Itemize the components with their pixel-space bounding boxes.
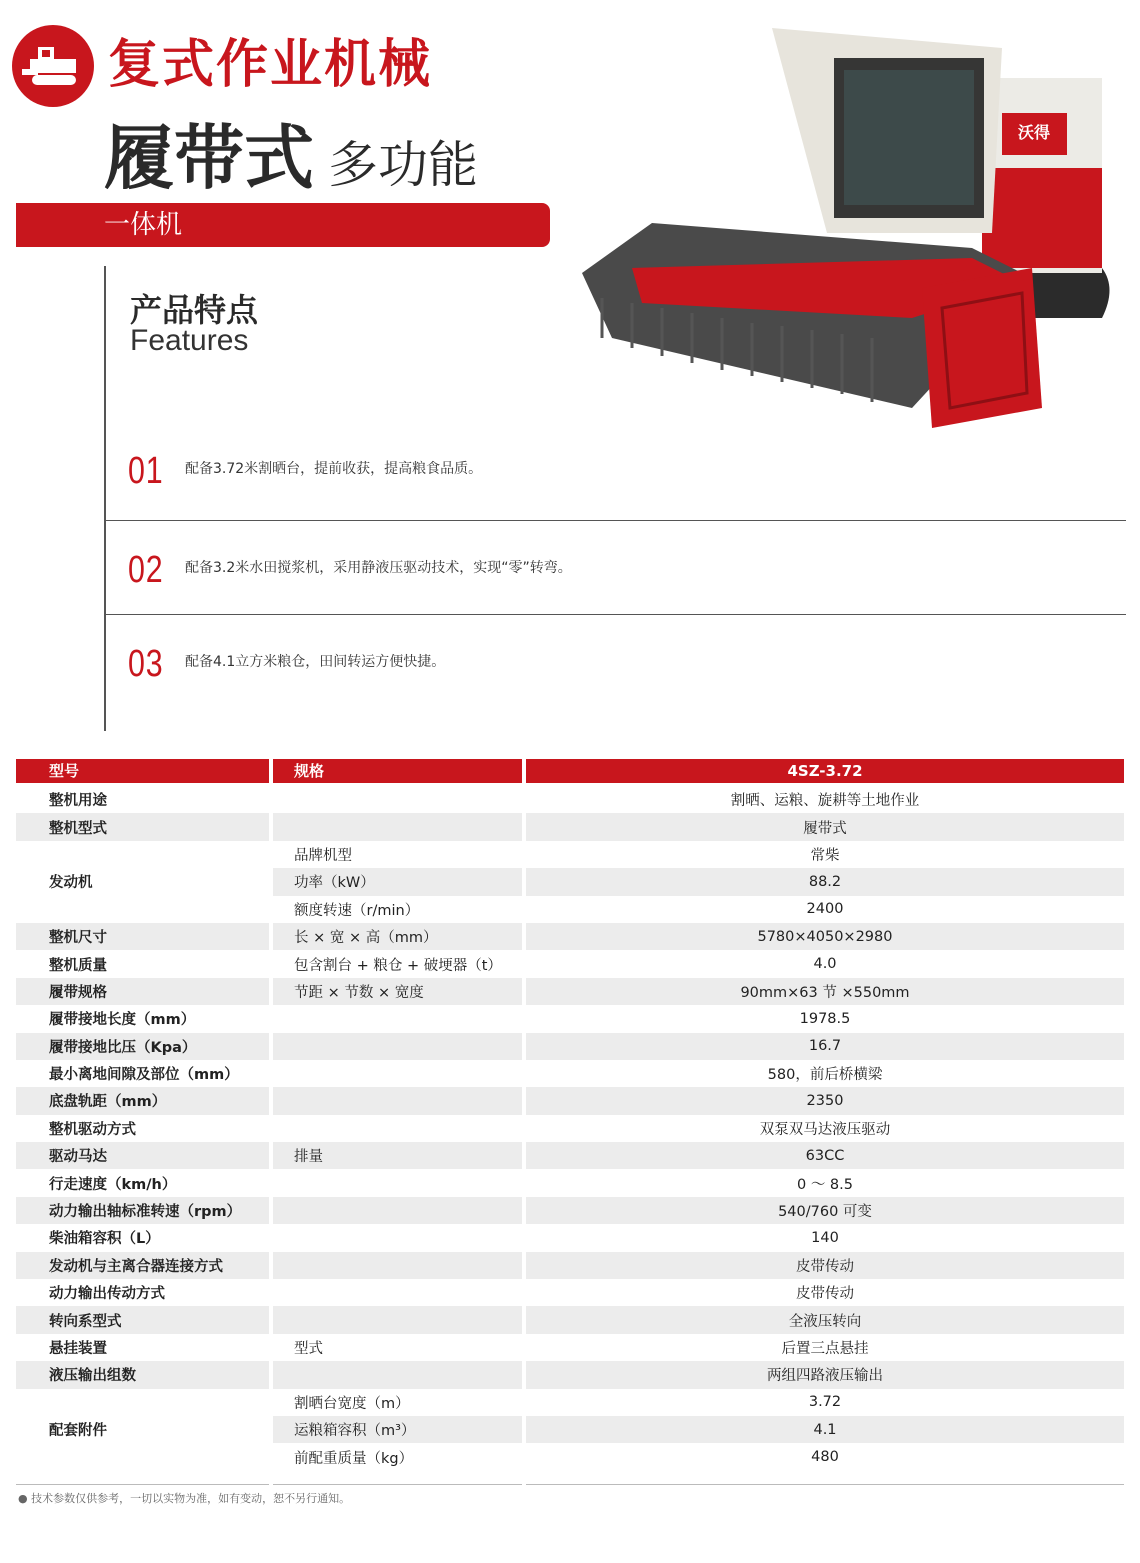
row-label: 整机质量 <box>49 957 107 974</box>
header-spec: 规格 <box>273 759 522 783</box>
feature-divider <box>104 520 1126 521</box>
row-value: 3.72 <box>808 1394 842 1411</box>
feature-item <box>128 549 1128 589</box>
row-value: 63CC <box>526 1142 1124 1169</box>
row-sublabel <box>273 786 522 813</box>
row-value: 5780×4050×2980 <box>526 923 1124 950</box>
table-row <box>16 1252 1124 1279</box>
subtitle-bar: 一体机 <box>16 203 550 247</box>
table-bottom-rule <box>273 1484 522 1485</box>
row-label: 液压输出组数 <box>16 1361 269 1388</box>
category-title: 复式作业机械 <box>108 35 433 95</box>
harvester-logo-icon <box>20 45 86 89</box>
row-label: 悬挂装置 <box>49 1341 107 1357</box>
table-row <box>16 1361 1124 1388</box>
row-label: 最小离地间隙及部位（mm） <box>49 1067 239 1084</box>
row-sublabel <box>273 1197 522 1224</box>
row-sublabel: 额度转速（r/min） <box>294 902 420 919</box>
title-big: 履带式 <box>104 116 314 199</box>
row-value: 2400 <box>806 901 844 918</box>
row-sublabel <box>273 1169 522 1196</box>
row-sublabel: 品牌机型 <box>294 847 352 864</box>
row-label: 发动机与主离合器连接方式 <box>16 1252 269 1279</box>
feature-text: 配备3.72米割晒台，提前收获，提高粮食品质。 <box>185 461 483 477</box>
features-heading: 产品特点 <box>130 291 259 329</box>
combine-harvester-image <box>572 18 1128 438</box>
table-bottom-rule <box>16 1484 269 1485</box>
row-label: 动力输出传动方式 <box>49 1286 165 1303</box>
row-label: 柴油箱容积（L） <box>49 1231 160 1248</box>
feature-item <box>128 643 1128 683</box>
header-model-value: 4SZ-3.72 <box>526 759 1124 783</box>
row-value: 两组四路液压输出 <box>526 1361 1124 1388</box>
row-sublabel: 运粮箱容积（m³） <box>273 1416 522 1443</box>
row-label: 转向系型式 <box>16 1306 269 1333</box>
row-label: 整机尺寸 <box>16 923 269 950</box>
table-row <box>16 1169 1124 1196</box>
feature-number: 01 <box>128 450 164 492</box>
row-sublabel: 前配重质量（kg） <box>294 1450 414 1467</box>
row-label: 配套附件 <box>49 1423 107 1440</box>
feature-text: 配备4.1立方米粮仓，田间转运方便快捷。 <box>185 654 446 670</box>
row-sublabel <box>273 1306 522 1333</box>
row-sublabel <box>273 1033 522 1060</box>
row-sublabel <box>273 1224 522 1251</box>
row-value: 580，前后桥横梁 <box>767 1067 883 1084</box>
table-bottom-rule <box>526 1484 1124 1485</box>
row-value: 后置三点悬挂 <box>781 1341 869 1357</box>
table-row <box>16 868 1124 895</box>
row-value: 皮带传动 <box>526 1252 1124 1279</box>
row-sublabel <box>273 1279 522 1306</box>
table-row <box>16 1115 1124 1142</box>
table-row <box>16 1416 1124 1443</box>
table-row <box>16 1389 1124 1416</box>
row-label: 驱动马达 <box>16 1142 269 1169</box>
row-sublabel <box>273 1252 522 1279</box>
table-row <box>16 841 1124 868</box>
table-row <box>16 1197 1124 1224</box>
row-label <box>16 1443 269 1470</box>
features-heading-en: Features <box>130 324 249 357</box>
table-row <box>16 1224 1124 1251</box>
row-value: 16.7 <box>526 1033 1124 1060</box>
table-row <box>16 950 1124 977</box>
row-sublabel: 功率（kW） <box>273 868 522 895</box>
row-label <box>16 841 269 868</box>
table-row <box>16 896 1124 923</box>
table-row <box>16 1279 1124 1306</box>
row-label: 发动机 <box>49 875 93 892</box>
feature-number: 03 <box>128 643 164 685</box>
table-row <box>16 1087 1124 1114</box>
row-sublabel <box>273 1361 522 1388</box>
row-label: 履带接地比压（Kpa） <box>16 1033 269 1060</box>
table-row <box>16 1334 1124 1361</box>
table-row <box>16 1005 1124 1032</box>
row-value: 双泵双马达液压驱动 <box>759 1121 891 1138</box>
row-value: 90mm×63 节 ×550mm <box>526 978 1124 1005</box>
feature-text: 配备3.2米水田搅浆机，采用静液压驱动技术，实现“零”转弯。 <box>185 560 572 576</box>
row-value: 0 ～ 8.5 <box>796 1176 853 1193</box>
table-row <box>16 1443 1124 1470</box>
row-value: 1978.5 <box>799 1010 851 1027</box>
features-vertical-rule <box>104 266 106 731</box>
table-row <box>16 1306 1124 1333</box>
row-value: 全液压转向 <box>526 1306 1124 1333</box>
row-value: 540/760 可变 <box>526 1197 1124 1224</box>
spec-table-header <box>16 759 1124 783</box>
row-sublabel: 排量 <box>273 1142 522 1169</box>
row-sublabel <box>273 1060 522 1087</box>
table-row <box>16 923 1124 950</box>
row-label: 行走速度（km/h） <box>49 1176 177 1193</box>
feature-number: 02 <box>128 549 164 591</box>
table-row <box>16 813 1124 840</box>
row-label: 动力输出轴标准转速（rpm） <box>16 1197 269 1224</box>
row-value: 割晒、运粮、旋耕等土地作业 <box>730 793 920 810</box>
row-label: 底盘轨距（mm） <box>16 1087 269 1114</box>
row-sublabel: 型式 <box>294 1341 323 1357</box>
row-value: 2350 <box>526 1087 1124 1114</box>
row-label <box>16 1389 269 1416</box>
row-sublabel <box>273 813 522 840</box>
row-sublabel: 割晒台宽度（m） <box>294 1395 410 1412</box>
table-row <box>16 786 1124 813</box>
table-row <box>16 1060 1124 1087</box>
row-label <box>16 896 269 923</box>
feature-item <box>128 450 1128 490</box>
title-small: 多功能 <box>328 136 478 194</box>
feature-divider <box>104 614 1126 615</box>
row-label: 履带接地长度（mm） <box>49 1012 196 1029</box>
row-value: 履带式 <box>526 813 1124 840</box>
row-value: 皮带传动 <box>796 1286 854 1303</box>
row-value: 4.0 <box>813 956 837 973</box>
disclaimer-note: ● 技术参数仅供参考，一切以实物为准，如有变动，恕不另行通知。 <box>18 1492 351 1505</box>
row-sublabel <box>273 1115 522 1142</box>
row-value: 88.2 <box>526 868 1124 895</box>
row-value: 4.1 <box>526 1416 1124 1443</box>
row-sublabel <box>273 1005 522 1032</box>
row-label: 整机驱动方式 <box>49 1121 136 1138</box>
row-value: 140 <box>811 1229 839 1246</box>
row-sublabel: 长 × 宽 × 高（mm） <box>273 923 522 950</box>
row-sublabel <box>273 1087 522 1114</box>
spec-table <box>16 759 1124 1471</box>
page-title <box>104 102 478 203</box>
row-sublabel: 包含割台 + 粮仓 + 破埂器（t） <box>294 957 502 974</box>
table-row <box>16 978 1124 1005</box>
row-value: 480 <box>811 1449 839 1466</box>
header-model: 型号 <box>16 759 269 783</box>
category-logo <box>12 25 94 107</box>
row-sublabel: 节距 × 节数 × 宽度 <box>273 978 522 1005</box>
table-row <box>16 1142 1124 1169</box>
row-label: 履带规格 <box>16 978 269 1005</box>
row-value: 常柴 <box>810 847 840 864</box>
row-label: 整机用途 <box>49 793 107 810</box>
brand-label: 沃得 <box>1017 123 1051 142</box>
row-label: 整机型式 <box>16 813 269 840</box>
table-row <box>16 1033 1124 1060</box>
